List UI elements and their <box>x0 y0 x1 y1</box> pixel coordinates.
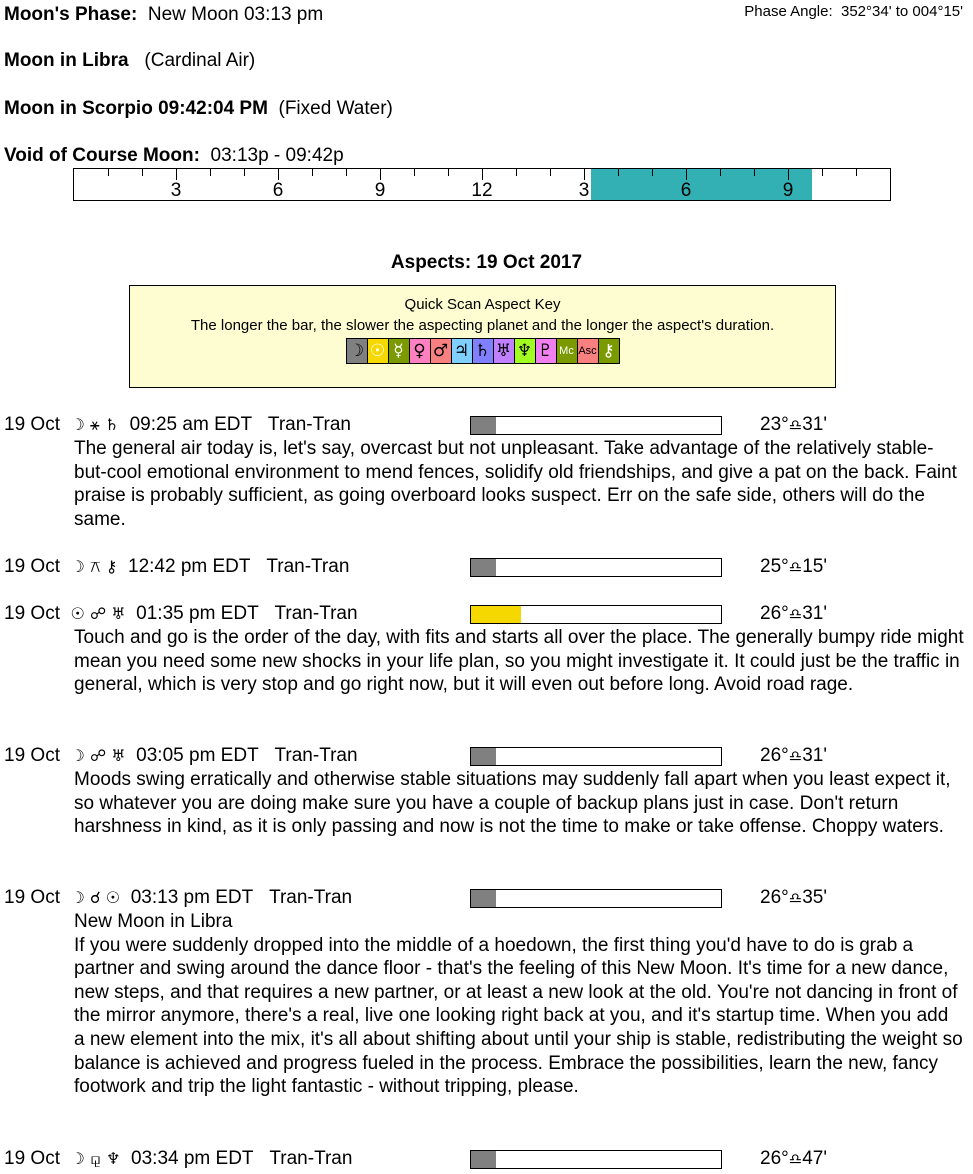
aspect-date: 19 Oct <box>4 887 60 908</box>
libra-icon: ♎ <box>788 416 803 434</box>
aspect-degree <box>760 414 827 436</box>
void-of-course-highlight <box>591 169 811 200</box>
aspect-duration-bar <box>470 1150 722 1169</box>
libra-icon: ♎ <box>788 747 803 765</box>
aspect-date: 19 Oct <box>4 1148 60 1169</box>
timeline-tick <box>856 169 857 176</box>
timeline-tick <box>312 169 313 176</box>
voc-label: Void of Course Moon: <box>4 145 200 166</box>
aspect-time: 03:34 pm EDT <box>131 1148 254 1169</box>
aspect-description: Moods swing erratically and otherwise stable situations may suddenly fall apart when you least expect it, so whatever you are doing make sure you have a couple of backup plans just in case. Don't return harshness in kind, as it is only passing and now is not the time to make or take offense. Choppy waters. <box>74 769 951 838</box>
timeline-tick <box>720 169 721 176</box>
aspect-description: If you were suddenly dropped into the middle of a hoedown, the first thing you'd have to do is grab a partner and swing around the dance floor - that's the feeling of this New Moon. It's time for a new dance, new steps, and that requires a new partner, or at least a new look at the old. You're not dancing in front of the mirror anymore, there's a real, live one looking right back at you, and it's startup time. When you add a new element into the mix, it's all about shifting about until your ship is stable, redistributing the weight so balance is achieved and progress fueled in the process. Embrace the possibilities, learn the new, fancy footwork and trip the light fantastic - without tripping, please. <box>74 934 963 1098</box>
timeline-hour-label: 6 <box>272 180 284 201</box>
timeline-tick <box>686 169 687 180</box>
aspect-time: 01:35 pm EDT <box>136 603 259 624</box>
timeline-tick <box>482 169 483 180</box>
aspect-subtitle: New Moon in Libra <box>74 911 233 932</box>
moon-phase-label: Moon's Phase: <box>4 4 138 25</box>
aspect-duration-fill <box>471 417 496 434</box>
aspect-degree <box>760 745 827 767</box>
mercury-icon: ☿ <box>389 339 410 363</box>
libra-icon: ♎ <box>788 558 803 576</box>
aspect-key-box <box>129 285 836 388</box>
aspect-entry-header <box>4 603 358 625</box>
aspect-duration-fill <box>471 890 496 907</box>
aspect-glyphs-icon: ☉ ☍ ♅ <box>70 604 126 623</box>
aspect-degree <box>760 887 827 909</box>
aspect-minutes-value: 47' <box>802 1148 827 1169</box>
timeline-tick <box>414 169 415 176</box>
chiron-icon: ⚷ <box>599 339 619 363</box>
aspect-degree-value: 23° <box>760 414 789 435</box>
aspect-minutes-value: 31' <box>802 745 827 766</box>
aspect-time: 09:25 am EDT <box>129 414 253 435</box>
timeline-tick <box>346 169 347 176</box>
aspect-type: Tran-Tran <box>274 745 358 766</box>
planet-color-key <box>346 338 620 364</box>
moon-sign-scorpio-label: Moon in Scorpio 09:42:04 PM <box>4 98 268 119</box>
aspect-glyphs-icon: ☽ ⚼ ♆ <box>70 1149 121 1168</box>
aspect-degree-value: 26° <box>760 603 789 624</box>
aspect-degree-value: 26° <box>760 887 789 908</box>
aspect-duration-bar <box>470 605 722 624</box>
timeline-hour-label: 6 <box>680 180 692 201</box>
timeline-hour-label: 9 <box>782 180 794 201</box>
aspect-degree <box>760 556 827 578</box>
timeline-tick <box>448 169 449 176</box>
aspect-glyphs-icon: ☽ ☍ ♅ <box>70 746 126 765</box>
aspect-description: Touch and go is the order of the day, with fits and starts all over the place. The generally bumpy ride might mean you need some new shocks in your life plan, so you might investigate it. It could just be the traffic in general, which is very stop and go right now, but it will even out before long. Avoid road rage. <box>74 627 964 696</box>
aspect-key-title: Quick Scan Aspect Key <box>404 296 561 313</box>
aspect-minutes-value: 31' <box>802 603 827 624</box>
moon-phase-value: New Moon 03:13 pm <box>147 4 324 25</box>
moon-sign-libra-label: Moon in Libra <box>4 50 129 71</box>
aspect-date: 19 Oct <box>4 603 60 624</box>
timeline-hour-label: 12 <box>471 180 493 201</box>
libra-icon: ♎ <box>788 1150 803 1168</box>
timeline-tick <box>822 169 823 176</box>
moon-icon: ☽ <box>347 339 368 363</box>
aspect-time: 03:05 pm EDT <box>136 745 259 766</box>
aspect-type: Tran-Tran <box>267 414 351 435</box>
aspect-duration-fill <box>471 559 496 576</box>
timeline-tick <box>380 169 381 180</box>
aspect-duration-fill <box>471 1151 496 1168</box>
aspect-degree-value: 25° <box>760 556 789 577</box>
ascendant-icon: Asc <box>578 339 599 363</box>
moon-phase-line <box>4 4 323 26</box>
timeline-tick <box>244 169 245 176</box>
aspect-type: Tran-Tran <box>266 556 350 577</box>
timeline-tick <box>788 169 789 180</box>
aspect-date: 19 Oct <box>4 414 60 435</box>
aspect-date: 19 Oct <box>4 745 60 766</box>
uranus-icon: ♅ <box>494 339 515 363</box>
void-of-course-line <box>4 145 344 167</box>
void-of-course-timeline <box>73 168 891 201</box>
saturn-icon: ♄ <box>473 339 494 363</box>
phase-angle-value: 352°34' to 004°15' <box>841 3 963 20</box>
voc-value: 03:13p - 09:42p <box>210 145 344 166</box>
pluto-icon: ♇ <box>536 339 557 363</box>
aspect-entry-header <box>4 556 349 578</box>
timeline-tick <box>142 169 143 176</box>
aspect-degree-value: 26° <box>760 745 789 766</box>
aspect-date: 19 Oct <box>4 556 60 577</box>
aspect-entry-header <box>4 414 351 436</box>
aspect-type: Tran-Tran <box>269 1148 353 1169</box>
timeline-tick <box>210 169 211 176</box>
aspect-description: The general air today is, let's say, overcast but not unpleasant. Take advantage of the relatively stable-but-cool emotional environment to mend fences, solidify old friendships, and give a pat on the back. Faint praise is probably sufficient, as going overboard looks suspect. Err on the safe side, others will do the same. <box>74 438 957 530</box>
aspect-degree <box>760 1148 827 1170</box>
aspect-duration-fill <box>471 748 496 765</box>
venus-icon: ♀ <box>410 339 431 363</box>
libra-icon: ♎ <box>788 889 803 907</box>
moon-sign-libra-quality: (Cardinal Air) <box>144 50 256 71</box>
timeline-tick <box>754 169 755 176</box>
aspect-key-description: The longer the bar, the slower the aspecting planet and the longer the aspect's duration. <box>190 317 775 334</box>
timeline-tick <box>108 169 109 176</box>
aspect-entry-header <box>4 745 358 767</box>
aspect-glyphs-icon: ☽ ☌ ☉ <box>70 888 121 907</box>
timeline-tick <box>516 169 517 176</box>
aspect-duration-bar <box>470 558 722 577</box>
timeline-tick <box>652 169 653 176</box>
aspect-glyphs-icon: ☽ ⚻ ⚷ <box>70 557 118 576</box>
moon-sign-scorpio-line <box>4 98 393 120</box>
timeline-tick <box>584 169 585 180</box>
aspect-minutes-value: 15' <box>802 556 827 577</box>
aspect-minutes-value: 35' <box>802 887 827 908</box>
phase-angle <box>744 3 963 21</box>
aspect-entry-header <box>4 887 352 909</box>
timeline-tick <box>176 169 177 180</box>
moon-sign-scorpio-quality: (Fixed Water) <box>278 98 393 119</box>
aspect-degree-value: 26° <box>760 1148 789 1169</box>
aspect-degree <box>760 603 827 625</box>
aspect-type: Tran-Tran <box>269 887 353 908</box>
timeline-hour-label: 3 <box>170 180 182 201</box>
moon-sign-libra-line <box>4 50 255 72</box>
sun-icon: ☉ <box>368 339 389 363</box>
phase-angle-label: Phase Angle: <box>744 3 833 20</box>
timeline-tick <box>618 169 619 176</box>
aspect-duration-bar <box>470 747 722 766</box>
mars-icon: ♂ <box>431 339 452 363</box>
timeline-tick <box>550 169 551 176</box>
libra-icon: ♎ <box>788 605 803 623</box>
aspects-title: Aspects: 19 Oct 2017 <box>390 252 583 273</box>
timeline-tick <box>278 169 279 180</box>
aspect-time: 03:13 pm EDT <box>130 887 254 908</box>
neptune-icon: ♆ <box>515 339 536 363</box>
timeline-hour-label: 3 <box>578 180 590 201</box>
timeline-hour-label: 9 <box>374 180 386 201</box>
aspect-minutes-value: 31' <box>802 414 827 435</box>
aspect-glyphs-icon: ☽ ⚹ ♄ <box>70 415 120 434</box>
jupiter-icon: ♃ <box>452 339 473 363</box>
aspect-duration-bar <box>470 889 722 908</box>
midheaven-icon: Mc <box>557 339 578 363</box>
aspect-entry-header <box>4 1148 352 1170</box>
aspect-duration-bar <box>470 416 722 435</box>
aspect-duration-fill <box>471 606 521 623</box>
aspect-type: Tran-Tran <box>274 603 358 624</box>
aspect-time: 12:42 pm EDT <box>128 556 251 577</box>
